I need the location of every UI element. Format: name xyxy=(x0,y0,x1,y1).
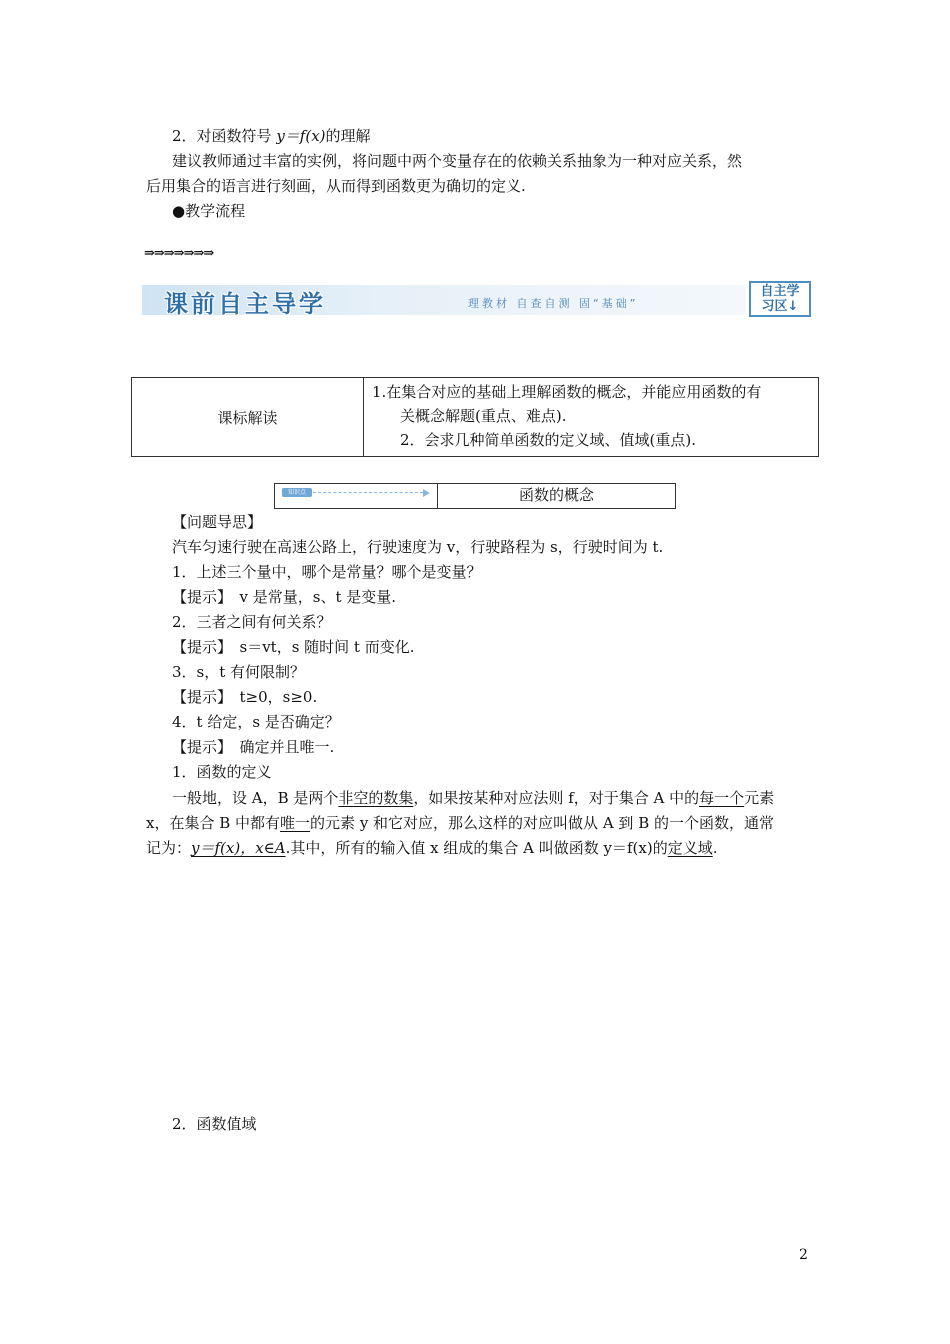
knowledge-title-cell xyxy=(438,484,675,508)
dashed-arrow-line xyxy=(313,492,423,493)
def-every-one: 每一个 xyxy=(699,789,745,807)
definition-line1 xyxy=(172,787,774,808)
standard-label: 课标解读 xyxy=(217,408,278,427)
def-nonempty-set: 非空的数集 xyxy=(338,789,414,807)
guide-q4: 4．t 给定，s 是否确定？ xyxy=(172,713,340,731)
standard-content-cell xyxy=(372,380,812,452)
standard-line3: 2．会求几种简单函数的定义域、值域(重点). xyxy=(400,431,697,449)
page-number: 2 xyxy=(799,1247,808,1263)
def-l2-text-a: x，在集合 B 中都有 xyxy=(146,814,281,832)
intro-para-line1: 建议教师通过丰富的实例，将问题中两个变量存在的依赖关系抽象为一种对应关系，然 xyxy=(172,152,743,170)
guide-a4: 【提示】 确定并且唯一. xyxy=(172,738,335,756)
definition-heading: 1．函数的定义 xyxy=(172,763,272,781)
knowledge-title: 函数的概念 xyxy=(518,486,594,504)
knowledge-heading-decoration xyxy=(275,484,438,508)
def-notation: y＝f(x)，x∈A xyxy=(191,839,286,857)
guide-q2: 2．三者之间有何关系？ xyxy=(172,613,332,631)
def-domain: 定义域 xyxy=(667,839,713,857)
knowledge-pill: 知识点 xyxy=(282,488,312,497)
standard-table xyxy=(131,377,819,457)
guide-q3: 3．s，t 有何限制？ xyxy=(172,663,306,681)
def-l2-text-b: 的元素 y 和它对应，那么这样的对应叫做从 A 到 B 的一个函数，通常 xyxy=(310,814,774,832)
definition-line3 xyxy=(146,837,718,858)
def-l1-text-a: 一般地，设 A，B 是两个 xyxy=(172,789,339,807)
item2-formula: y＝f(x) xyxy=(276,127,326,145)
guide-scenario: 汽车匀速行驶在高速公路上，行驶速度为 v，行驶路程为 s，行驶时间为 t. xyxy=(172,538,664,556)
def-l3-text-b: .其中，所有的输入值 x 组成的集合 A 叫做函数 y＝f(x)的 xyxy=(285,839,668,857)
def-l3-text-c: . xyxy=(712,839,718,857)
banner-zone-box xyxy=(749,281,811,317)
guide-a2: 【提示】 s＝vt，s 随时间 t 而变化. xyxy=(172,638,415,656)
knowledge-heading-box xyxy=(274,483,676,509)
standard-line1: 1.在集合对应的基础上理解函数的概念，并能应用函数的有 xyxy=(372,383,762,401)
standard-line2: 关概念解题(重点、难点). xyxy=(400,407,567,425)
def-l1-text-b: ，如果按某种对应法则 f，对于集合 A 中的 xyxy=(413,789,700,807)
flow-arrows: ⇒⇒⇒⇒⇒⇒⇒ xyxy=(144,246,214,261)
guide-q1: 1．上述三个量中，哪个是常量？哪个是变量？ xyxy=(172,563,482,581)
banner-tagline: 理教材 自查自测 固“基础” xyxy=(468,297,639,310)
guide-header: 【问题导思】 xyxy=(172,513,263,531)
standard-label-cell xyxy=(132,378,364,456)
banner-title: 课前自主导学 xyxy=(164,290,326,318)
intro-para-line2: 后用集合的语言进行刻画，从而得到函数更为确切的定义. xyxy=(146,177,526,195)
banner-box-line1: 自主学 xyxy=(760,284,800,299)
teaching-flow-title: ●教学流程 xyxy=(172,202,246,220)
guide-a1: 【提示】 v 是常量，s、t 是变量. xyxy=(172,588,397,606)
section-banner xyxy=(142,281,814,319)
def-l1-text-c: 元素 xyxy=(744,789,775,807)
item2-prefix: 2．对函数符号 xyxy=(172,127,277,145)
range-heading: 2．函数值域 xyxy=(172,1115,257,1133)
banner-box-line2: 习区↓ xyxy=(761,299,799,314)
guide-a3: 【提示】 t≥0，s≥0. xyxy=(172,688,318,706)
item2-heading xyxy=(172,125,371,146)
item2-suffix: 的理解 xyxy=(325,127,371,145)
arrow-right-icon xyxy=(423,489,430,497)
def-l3-text-a: 记为： xyxy=(146,839,192,857)
definition-line2 xyxy=(146,812,774,833)
def-unique: 唯一 xyxy=(280,814,311,832)
